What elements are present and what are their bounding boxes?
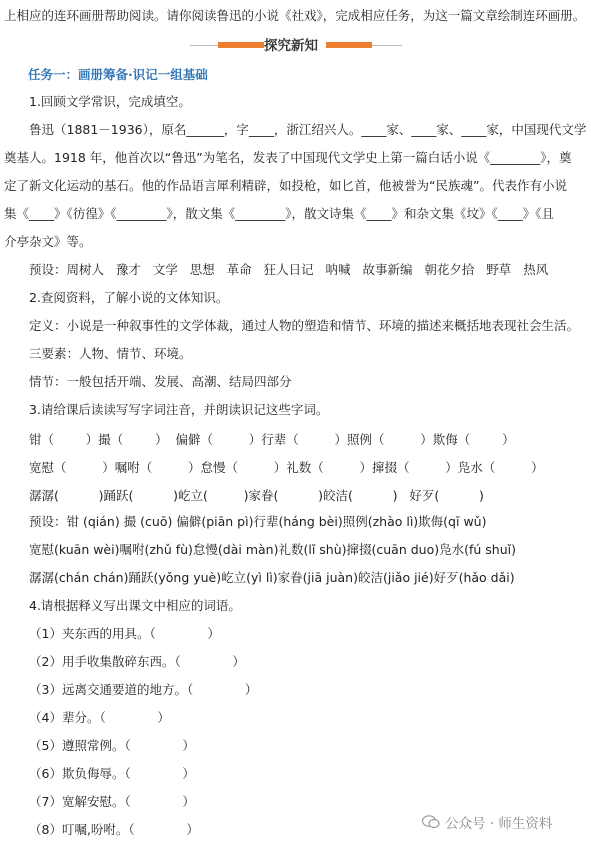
q3-title: 3.请给课后读读写写字词注音，并朗读识记这些字词。 (29, 402, 329, 417)
q1-title: 1.回顾文学常识，完成填空。 (29, 94, 191, 109)
q1-preview: 预设：周树人 豫才 文学 思想 革命 狂人日记 呐喊 故事新编 朝花夕拾 野草 热风 (29, 262, 549, 277)
section-title: 探究新知 (264, 38, 318, 54)
q3-answer: 预设：钳 (qián) 撮 (cuō) 偏僻(piān pì)行辈(háng bèi)照例(zhào lì)欺侮(qī wǔ) (29, 514, 487, 529)
q3-row: 潺潺( )踊跃( )屹立( )家眷( )皎洁( ) 好歹( ) (29, 488, 484, 503)
q3-answer: 宽慰(kuān wèi)嘱咐(zhǔ fù)怠慢(dài màn)礼数(lǐ shù)撺掇(cuān duo)凫水(fú shuǐ) (29, 542, 517, 557)
watermark-text: 公众号 · 师生资料 (445, 816, 553, 832)
q4-item: （1）夹东西的用具。（ ） (29, 626, 220, 641)
q2-title: 2.查阅资料，了解小说的文体知识。 (29, 290, 229, 305)
q4-item: （3）远离交通要道的地方。（ ） (29, 682, 258, 697)
intro-text: 上相应的连环画册帮助阅读。请你阅读鲁迅的小说《社戏》，完成相应任务，为这一篇文章绘制连环画册。 (4, 8, 586, 23)
q1-line: 奠基人。1918 年，他首次以“鲁迅”为笔名，发表了中国现代文学史上第一篇白话小说《________》，奠 (4, 150, 572, 165)
q1-line: 鲁迅（1881－1936），原名______，字____，浙江绍兴人。____家、____家、____家，中国现代文学 (29, 122, 587, 137)
q3-row: 钳（ ）撮（ ） 偏僻（ ）行辈（ ）照例（ ）欺侮（ ） (29, 432, 515, 447)
task-title: 任务一：画册筹备·识记一组基础 (28, 67, 208, 82)
q2-plot: 情节：一般包括开端、发展、高潮、结局四部分 (29, 374, 292, 389)
watermark (422, 812, 552, 832)
q1-line: 介亭杂文》等。 (4, 234, 92, 249)
q4-item: （2）用手收集散碎东西。（ ） (29, 654, 245, 669)
q4-item: （6）欺负侮辱。（ ） (29, 766, 195, 781)
wechat-icon (422, 815, 440, 829)
q2-definition: 定义：小说是一种叙事性的文学体裁，通过人物的塑造和情节、环境的描述来概括地表现社会生活。 (29, 318, 580, 333)
q1-line: 集《____》《彷徨》《________》，散文集《________》，散文诗集《____》和杂文集《坟》《____》《且 (4, 206, 555, 221)
q4-title: 4.请根据释义写出课文中相应的词语。 (29, 598, 241, 613)
q4-item: （8）叮嘱,吩咐。（ ） (29, 822, 199, 837)
q2-elements: 三要素：人物、情节、环境。 (29, 346, 192, 361)
q4-item: （7）宽解安慰。（ ） (29, 794, 195, 809)
q4-item: （5）遵照常例。（ ） (29, 738, 195, 753)
q3-row: 宽慰（ ）嘱咐（ ）怠慢（ ）礼数（ ）撺掇（ ）凫水（ ） (29, 460, 544, 475)
q3-answer: 潺潺(chán chán)踊跃(yǒng yuè)屹立(yì lì)家眷(jiā juàn)皎洁(jiǎo jié)好歹(hǎo dǎi) (29, 570, 515, 585)
q4-item: （4）辈分。（ ） (29, 710, 170, 725)
q1-line: 定了新文化运动的基石。他的作品语言犀利精辟，如投枪，如匕首，他被誉为“民族魂”。代表作有小说 (4, 178, 567, 193)
